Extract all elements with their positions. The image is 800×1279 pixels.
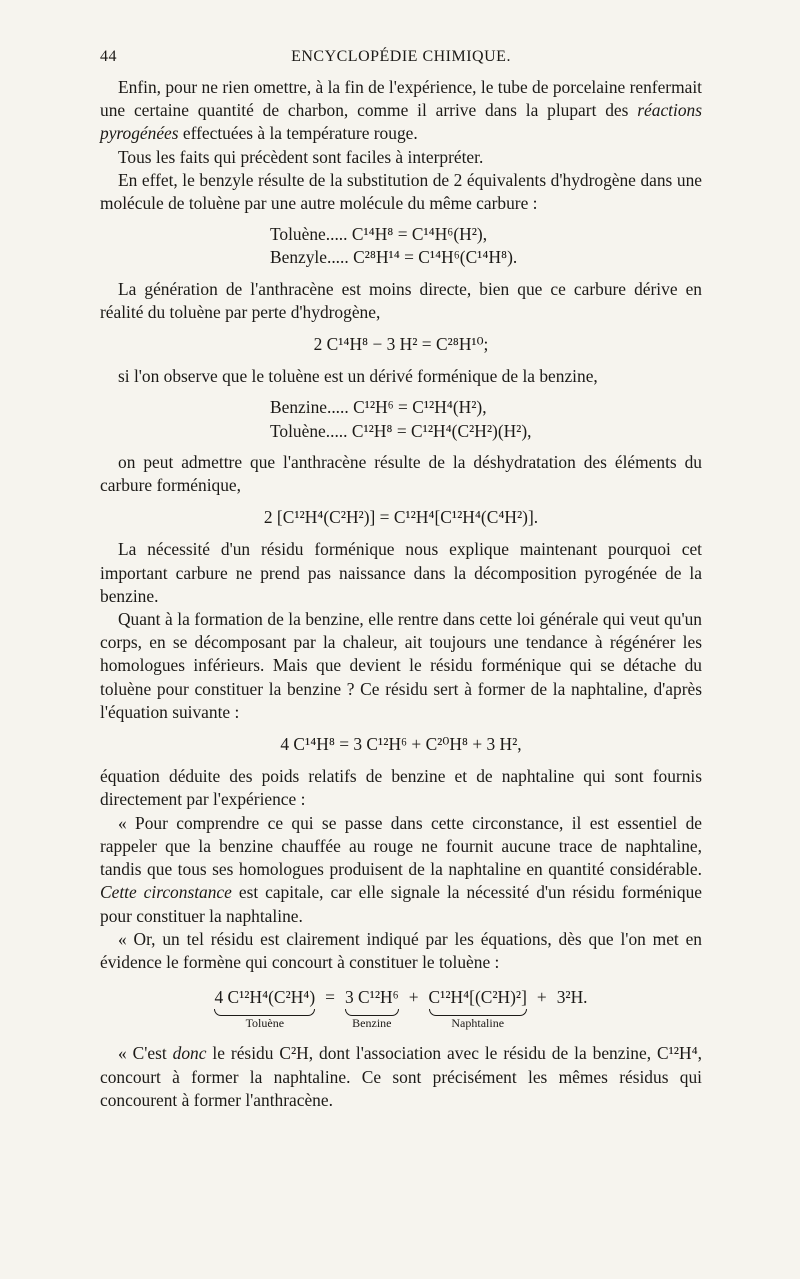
equation: 4 C¹⁴H⁸ = 3 C¹²H⁶ + C²⁰H⁸ + 3 H², bbox=[280, 734, 522, 755]
equation-block bbox=[270, 396, 702, 442]
running-title: ENCYCLOPÉDIE CHIMIQUE. bbox=[291, 48, 511, 65]
paragraph: « C'est donc le résidu C²H, dont l'association avec le résidu de la benzine, C¹²H⁴, concourt à former la naphtaline. Ce sont précisément les mêmes résidus qui concourent à former l'anthracène. bbox=[100, 1043, 702, 1110]
equation-term: 3 C¹²H⁶ Benzine bbox=[344, 987, 399, 1031]
paragraph: si l'on observe que le toluène est un dérivé forménique de la benzine, bbox=[118, 366, 598, 387]
body-text bbox=[100, 76, 702, 1112]
underbrace bbox=[345, 1009, 399, 1016]
equation-block bbox=[270, 223, 702, 269]
paragraph: En effet, le benzyle résulte de la substitution de 2 équivalents d'hydrogène dans une molécule de toluène par une autre molécule du même carbure : bbox=[100, 169, 702, 214]
emphasis: Cette circonstance bbox=[100, 882, 232, 903]
paragraph: Enfin, pour ne rien omettre, à la fin de l'expérience, le tube de porcelaine renfermait une certaine quantité de charbon, comme il arrive dans la plupart des réactions pyrogénées effectuées à la température rouge. bbox=[100, 77, 702, 144]
emphasis: donc bbox=[172, 1043, 207, 1064]
paragraph: « Or, un tel résidu est clairement indiqué par les équations, dès que l'on met en évidence le formène qui concourt à constituer le toluène : bbox=[100, 928, 702, 972]
paragraph: La nécessité d'un résidu forménique nous explique maintenant pourquoi cet important carbure ne prend pas naissance dans la décomposition pyrogénée de la benzine. bbox=[100, 539, 702, 606]
underbrace bbox=[214, 1009, 315, 1016]
equation: Toluène..... C¹⁴H⁸ = C¹⁴H⁶(H²), bbox=[270, 224, 488, 245]
paragraph: « Pour comprendre ce qui se passe dans cette circonstance, il est essentiel de rappeler que la benzine chauffée au rouge ne fournit aucune trace de naphtaline, tandis que tous ses homologues produisent de la naphtaline en quantité considérable. Cette circonstance est capitale, car elle signale la nécessité d'un résidu forménique pour constituer la naphtaline. bbox=[100, 812, 702, 926]
paragraph: Quant à la formation de la benzine, elle rentre dans cette loi générale qui veut qu'un corps, en se décomposant par la chaleur, ait toujours une tendance à régénérer les homologues inférieurs. Mais que devient le résidu forménique qui se détache du toluène pour constituer la benzine ? Ce résidu sert à former de la naphtaline, d'après l'équation suivante : bbox=[100, 609, 702, 722]
running-header bbox=[100, 48, 702, 72]
equation: Benzine..... C¹²H⁶ = C¹²H⁴(H²), bbox=[270, 397, 487, 418]
underbrace bbox=[429, 1009, 527, 1016]
paragraph: équation déduite des poids relatifs de benzine et de naphtaline qui sont fournis directement par l'expérience : bbox=[100, 766, 702, 810]
equation-term: C¹²H⁴[(C²H)²] Naphtaline bbox=[428, 987, 527, 1031]
equation: Benzyle..... C²⁸H¹⁴ = C¹⁴H⁶(C¹⁴H⁸). bbox=[270, 247, 518, 268]
equation: 2 [C¹²H⁴(C²H²)] = C¹²H⁴[C¹²H⁴(C⁴H²)]. bbox=[263, 507, 539, 528]
underbrace-label: Naphtaline bbox=[451, 1016, 505, 1031]
paragraph: Tous les faits qui précèdent sont faciles à interpréter. bbox=[118, 146, 484, 167]
plus-sign: + bbox=[536, 987, 547, 1008]
equals-sign: = bbox=[325, 987, 335, 1008]
paragraph: on peut admettre que l'anthracène résulte de la déshydratation des éléments du carbure forménique, bbox=[100, 451, 702, 496]
equation-term: 4 C¹²H⁴(C²H⁴) Toluène bbox=[214, 987, 316, 1031]
equation: Toluène..... C¹²H⁸ = C¹²H⁴(C²H²)(H²), bbox=[270, 420, 532, 441]
paragraph: La génération de l'anthracène est moins directe, bien que ce carbure dérive en réalité du toluène par perte d'hydrogène, bbox=[100, 278, 702, 322]
page-number: 44 bbox=[100, 48, 117, 65]
equation: 2 C¹⁴H⁸ − 3 H² = C²⁸H¹⁰; bbox=[313, 334, 489, 355]
equation-with-underbraces bbox=[100, 986, 702, 1030]
underbrace-label: Benzine bbox=[352, 1016, 392, 1031]
equation-term: 3²H. bbox=[556, 987, 588, 1008]
emphasis: réactions pyrogénées bbox=[100, 100, 702, 144]
underbrace-label: Toluène bbox=[245, 1016, 285, 1031]
plus-sign: + bbox=[408, 987, 419, 1008]
